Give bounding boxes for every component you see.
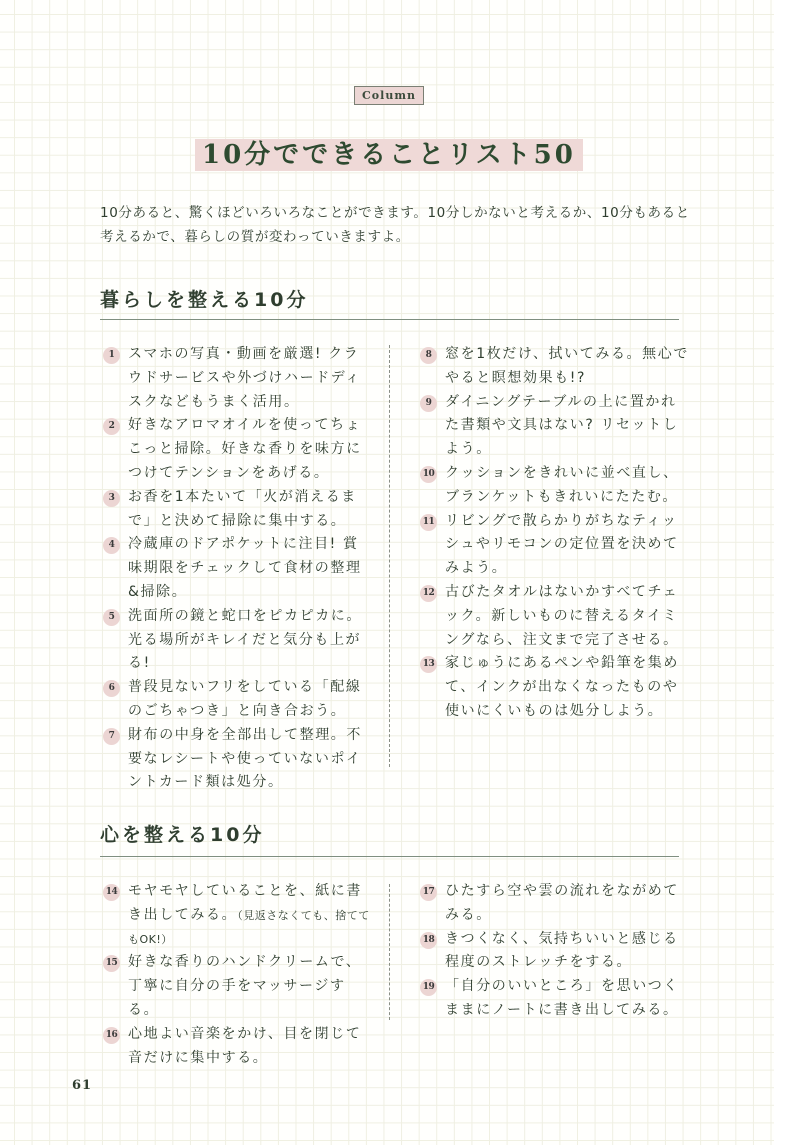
list-column-left — [103, 343, 373, 795]
item-number-badge: 6 — [103, 680, 120, 697]
list-item — [103, 1023, 373, 1071]
item-number-badge: 5 — [103, 609, 120, 626]
list-item — [420, 652, 690, 723]
list-item — [420, 880, 690, 928]
item-text: リビングで散らかりがちなティッシュやリモコンの定位置を決めてみよう。 — [445, 512, 679, 577]
item-text: 財布の中身を全部出して整理。不要なレシートや使っていないポイントカード類は処分。 — [128, 726, 362, 791]
item-number-badge: 4 — [103, 537, 120, 554]
item-number-badge: 12 — [420, 585, 437, 602]
item-text: 家じゅうにあるペンや鉛筆を集めて、インクが出なくなったものや使いにくいものは処分しよう。 — [445, 655, 679, 719]
section-heading-mind: 心を整える10分 — [100, 824, 265, 846]
item-text: ダイニングテーブルの上に置かれた書類や文具はない? リセットしよう。 — [445, 393, 679, 458]
item-number-badge: 11 — [420, 514, 437, 531]
item-number-badge: 9 — [420, 395, 437, 412]
item-text: 好きな香りのハンドクリームで、丁寧に自分の手をマッサージする。 — [128, 954, 362, 1018]
page-number: 61 — [72, 1078, 93, 1093]
list-item — [420, 462, 690, 510]
list-item — [103, 486, 373, 534]
item-text: 冷蔵庫のドアポケットに注目! 賞味期限をチェックして食材の整理&掃除。 — [128, 536, 362, 600]
item-number-badge: 1 — [103, 347, 120, 364]
item-number-badge: 8 — [420, 347, 437, 364]
item-text: きつくなく、気持ちいいと感じる程度のストレッチをする。 — [445, 930, 679, 971]
list-item — [420, 391, 690, 462]
list-item — [420, 510, 690, 581]
list-column-right — [420, 343, 690, 724]
column-divider — [389, 884, 390, 1020]
list-item — [103, 951, 373, 1022]
section-rule — [100, 856, 679, 857]
list-item — [420, 343, 690, 391]
section-rule — [100, 319, 679, 320]
item-text: ひたすら空や雲の流れをながめてみる。 — [445, 883, 679, 923]
list-item — [103, 533, 373, 604]
item-number-badge: 18 — [420, 932, 437, 949]
list-item — [103, 605, 373, 676]
item-text: 窓を1枚だけ、拭いてみる。無心でやると瞑想効果も!? — [445, 346, 689, 386]
list-item — [420, 975, 690, 1023]
list-item — [103, 724, 373, 795]
item-text: モヤモヤしていることを、紙に書き出してみる。 — [128, 883, 362, 923]
item-text: 普段見ないフリをしている「配線のごちゃつき」と向き合おう。 — [128, 679, 362, 719]
item-number-badge: 10 — [420, 466, 437, 483]
item-number-badge: 14 — [103, 884, 120, 901]
item-text: 「自分のいいところ」を思いつくままにノートに書き出してみる。 — [445, 978, 679, 1018]
list-item — [103, 414, 373, 485]
list-item — [103, 343, 373, 414]
item-text: お香を1本たいて「火が消えるまで」と決めて掃除に集中する。 — [128, 488, 357, 529]
list-item — [103, 676, 373, 724]
item-number-badge: 13 — [420, 656, 437, 673]
item-number-badge: 16 — [103, 1027, 120, 1044]
item-number-badge: 3 — [103, 490, 120, 507]
item-number-badge: 7 — [103, 728, 120, 745]
list-column-left — [103, 880, 373, 1070]
item-number-badge: 17 — [420, 884, 437, 901]
intro-paragraph: 10分あると、驚くほどいろいろなことができます。10分しかないと考えるか、10分もあると考えるかで、暮らしの質が変わっていきますよ。 — [100, 205, 690, 245]
item-text: クッションをきれいに並べ直し、ブランケットもきれいにたたむ。 — [445, 464, 679, 505]
item-text: 心地よい音楽をかけ、目を閉じて音だけに集中する。 — [128, 1025, 362, 1066]
item-number-badge: 15 — [103, 955, 120, 972]
item-text: 古びたタオルはないかすべてチェック。新しいものに替えるタイミングなら、注文まで完了させる。 — [445, 583, 679, 648]
page-title: 10分でできることリスト50 — [195, 139, 583, 171]
section-heading-living: 暮らしを整える10分 — [100, 289, 309, 311]
item-text: スマホの写真・動画を厳選! クラウドサービスや外づけハードディスクなどもうまく活用。 — [128, 346, 361, 410]
list-item — [420, 581, 690, 652]
list-item — [103, 880, 373, 951]
item-text: 好きなアロマオイルを使ってちょこっと掃除。好きな香りを味方につけてテンションをあげる。 — [128, 417, 362, 481]
column-divider — [389, 345, 390, 767]
item-number-badge: 19 — [420, 979, 437, 996]
item-text: 洗面所の鏡と蛇口をピカピカに。光る場所がキレイだと気分も上がる! — [128, 607, 362, 672]
list-item — [420, 928, 690, 976]
list-column-right — [420, 880, 690, 1023]
column-badge: Column — [354, 86, 424, 105]
item-note: （見返さなくても、捨ててもOK!） — [128, 908, 370, 946]
item-number-badge: 2 — [103, 418, 120, 435]
